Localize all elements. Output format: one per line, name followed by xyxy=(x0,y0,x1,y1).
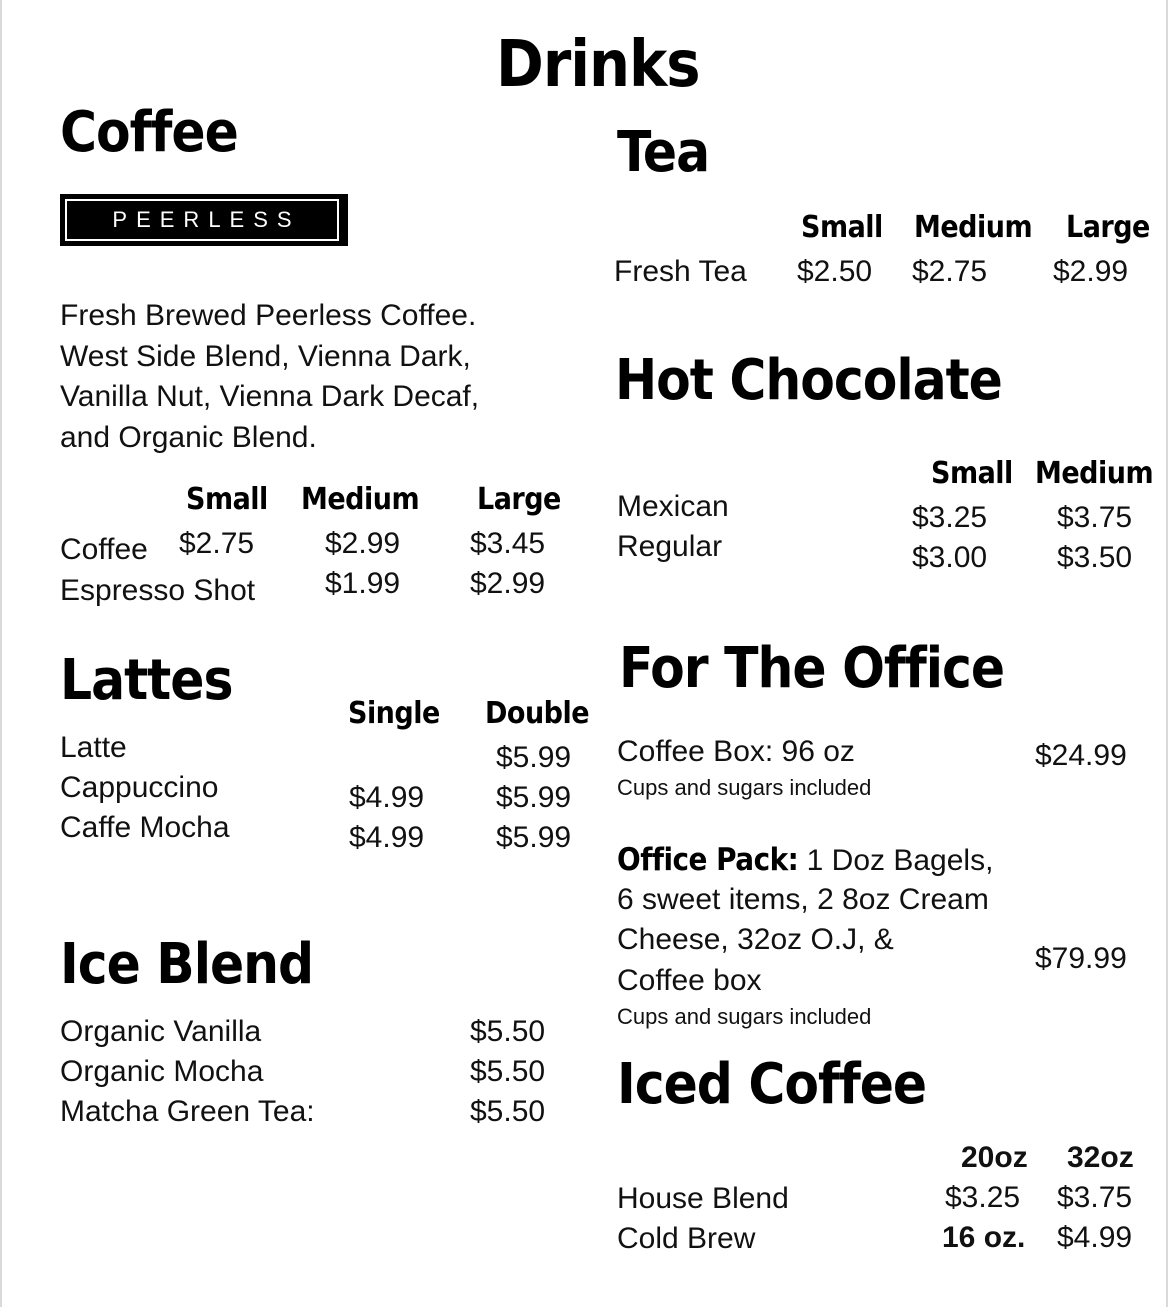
col-small: Small xyxy=(801,210,883,245)
price-single: $4.99 xyxy=(349,781,425,814)
price-double: $5.99 xyxy=(496,821,572,854)
price-medium: $1.99 xyxy=(325,567,401,600)
price-medium: $2.75 xyxy=(912,255,988,288)
col-medium: Medium xyxy=(301,482,420,517)
col-medium: Medium xyxy=(914,210,1033,245)
price-20oz: $3.25 xyxy=(945,1181,1021,1214)
price-large: $2.99 xyxy=(1053,255,1129,288)
item-name: Caffe Mocha xyxy=(60,811,230,844)
ice-blend-heading: Ice Blend xyxy=(60,932,314,997)
logo-border xyxy=(65,199,339,241)
item-name: Cold Brew xyxy=(617,1222,756,1255)
coffee-description xyxy=(60,296,580,458)
price-small: $3.25 xyxy=(912,501,988,534)
coffee-heading: Coffee xyxy=(60,100,238,165)
price-32oz: $3.75 xyxy=(1057,1181,1133,1214)
lattes-heading: Lattes xyxy=(60,648,233,713)
price-double: $5.99 xyxy=(496,781,572,814)
col-20oz: 20oz xyxy=(961,1141,1028,1174)
office-pack-note: Cups and sugars included xyxy=(617,1004,872,1029)
price-medium: $3.50 xyxy=(1057,541,1133,574)
office-pack-line xyxy=(617,840,993,881)
coffee-box-price: $24.99 xyxy=(1035,739,1127,772)
item-name: Espresso Shot xyxy=(60,574,256,607)
price-double: $5.99 xyxy=(496,741,572,774)
item-price: $5.50 xyxy=(470,1095,546,1128)
col-single: Single xyxy=(348,696,440,731)
office-pack-line: Cheese, 32oz O.J, & xyxy=(617,923,894,956)
hot-chocolate-heading: Hot Chocolate xyxy=(615,348,1002,413)
office-pack-line: 6 sweet items, 2 8oz Cream xyxy=(617,883,989,916)
col-large: Large xyxy=(1066,210,1150,245)
col-double: Double xyxy=(485,696,590,731)
iced-coffee-heading: Iced Coffee xyxy=(617,1052,927,1117)
description-line: Fresh Brewed Peerless Coffee. xyxy=(60,299,477,332)
price-medium: $3.75 xyxy=(1057,501,1133,534)
item-name: Latte xyxy=(60,731,127,764)
col-32oz: 32oz xyxy=(1067,1141,1134,1174)
price-medium: $2.99 xyxy=(325,527,401,560)
price-small: $2.50 xyxy=(797,255,873,288)
description-line: and Organic Blend. xyxy=(60,420,317,454)
item-price: $5.50 xyxy=(470,1055,546,1088)
col-small: Small xyxy=(931,456,1013,491)
price-large: $3.45 xyxy=(470,527,546,560)
office-pack-price: $79.99 xyxy=(1035,942,1127,975)
price-32oz: $4.99 xyxy=(1057,1221,1133,1254)
coffee-box-note: Cups and sugars included xyxy=(617,775,872,800)
item-price: $5.50 xyxy=(470,1015,546,1048)
item-name: Regular xyxy=(617,530,723,563)
tea-heading: Tea xyxy=(617,120,710,185)
description-line: West Side Blend, Vienna Dark, xyxy=(60,339,471,373)
item-name: Matcha Green Tea: xyxy=(60,1095,315,1128)
description-line: Vanilla Nut, Vienna Dark Decaf, xyxy=(60,380,480,413)
size-16oz: 16 oz. xyxy=(942,1221,1026,1254)
price-small: $3.00 xyxy=(912,541,988,574)
for-the-office-heading: For The Office xyxy=(619,636,1005,701)
peerless-logo xyxy=(60,194,348,246)
office-pack-line: Coffee box xyxy=(617,964,762,997)
page-title: Drinks xyxy=(496,28,700,102)
item-name: Coffee xyxy=(60,533,148,566)
price-large: $2.99 xyxy=(470,567,546,600)
coffee-box-name: Coffee Box: 96 oz xyxy=(617,735,855,768)
office-pack-label: Office Pack: xyxy=(617,842,799,878)
price-small: $2.75 xyxy=(179,527,255,560)
office-pack-text: 1 Doz Bagels, xyxy=(798,844,994,877)
col-medium: Medium xyxy=(1035,456,1154,491)
item-name: Organic Mocha xyxy=(60,1055,264,1088)
price-single: $4.99 xyxy=(349,821,425,854)
col-large: Large xyxy=(477,482,561,517)
logo-text: PEERLESS xyxy=(112,207,301,232)
item-name: Mexican xyxy=(617,490,729,523)
col-small: Small xyxy=(186,482,268,517)
item-name: Cappuccino xyxy=(60,771,219,804)
item-name: Fresh Tea xyxy=(614,255,747,288)
item-name: House Blend xyxy=(617,1182,789,1215)
item-name: Organic Vanilla xyxy=(60,1015,262,1048)
